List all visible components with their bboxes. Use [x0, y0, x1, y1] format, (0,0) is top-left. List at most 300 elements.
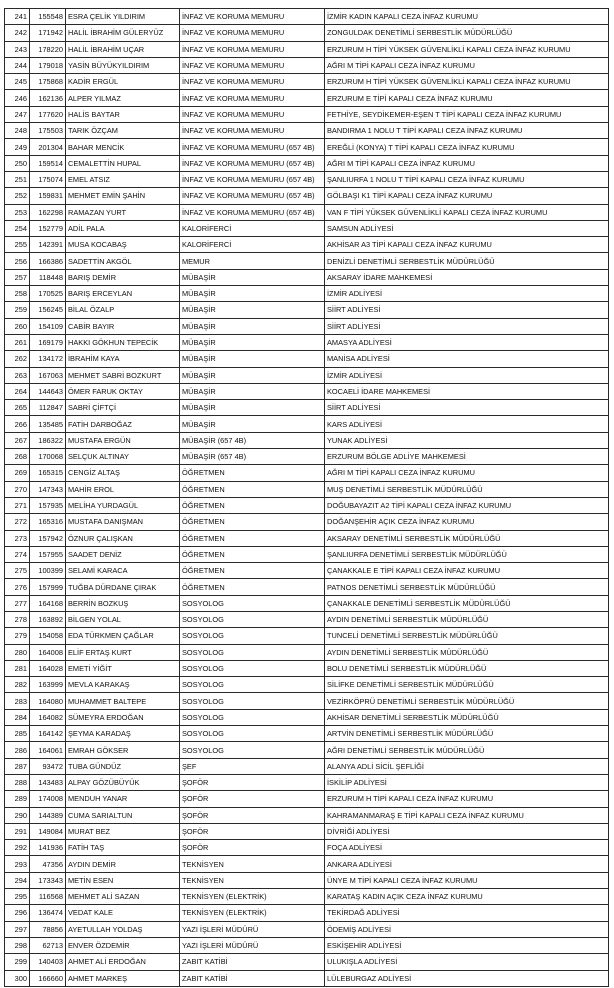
row-number: 298: [5, 937, 30, 953]
registry-number: 157942: [30, 530, 66, 546]
person-name: SÜMEYRA ERDOĞAN: [66, 709, 180, 725]
table-row: [5, 90, 609, 106]
person-name: TARIK ÖZÇAM: [66, 123, 180, 139]
row-number: 296: [5, 905, 30, 921]
row-number: 287: [5, 758, 30, 774]
table-row: [5, 791, 609, 807]
table-row: [5, 693, 609, 709]
job-title: MÜBAŞİR: [180, 367, 325, 383]
row-number: 252: [5, 188, 30, 204]
registry-number: 159831: [30, 188, 66, 204]
job-title: MÜBAŞİR: [180, 302, 325, 318]
table-row: [5, 188, 609, 204]
registry-number: 78856: [30, 921, 66, 937]
assigned-unit: ŞANLIURFA 1 NOLU T TİPİ KAPALI CEZA İNFAZ KURUMU: [325, 171, 609, 187]
person-name: MENDUH YANAR: [66, 791, 180, 807]
row-number: 251: [5, 171, 30, 187]
table-row: [5, 514, 609, 530]
registry-number: 159514: [30, 155, 66, 171]
person-name: HAKKI GÖKHUN TEPECİK: [66, 334, 180, 350]
person-name: BİLAL ÖZALP: [66, 302, 180, 318]
personnel-table-body: [5, 9, 609, 987]
table-row: [5, 106, 609, 122]
job-title: MÜBAŞİR: [180, 334, 325, 350]
registry-number: 100399: [30, 563, 66, 579]
row-number: 242: [5, 25, 30, 41]
personnel-table: [4, 8, 609, 987]
table-row: [5, 155, 609, 171]
row-number: 273: [5, 530, 30, 546]
person-name: EMETİ YİĞİT: [66, 660, 180, 676]
table-row: [5, 840, 609, 856]
assigned-unit: KARATAŞ KADIN AÇIK CEZA İNFAZ KURUMU: [325, 889, 609, 905]
row-number: 300: [5, 970, 30, 986]
registry-number: 165315: [30, 465, 66, 481]
person-name: ŞEYMA KARADAŞ: [66, 726, 180, 742]
row-number: 293: [5, 856, 30, 872]
person-name: MUSTAFA ERGÜN: [66, 432, 180, 448]
registry-number: 179018: [30, 57, 66, 73]
assigned-unit: KARS ADLİYESİ: [325, 416, 609, 432]
job-title: TEKNİSYEN: [180, 872, 325, 888]
person-name: ELİF ERTAŞ KURT: [66, 644, 180, 660]
assigned-unit: AYDIN DENETİMLİ SERBESTLİK MÜDÜRLÜĞÜ: [325, 611, 609, 627]
job-title: ÖĞRETMEN: [180, 465, 325, 481]
person-name: AHMET ALİ ERDOĞAN: [66, 954, 180, 970]
row-number: 255: [5, 237, 30, 253]
registry-number: 201304: [30, 139, 66, 155]
person-name: BERRİN BOZKUŞ: [66, 595, 180, 611]
person-name: FATİH DARBOĞAZ: [66, 416, 180, 432]
row-number: 272: [5, 514, 30, 530]
table-row: [5, 383, 609, 399]
assigned-unit: SİLİFKE DENETİMLİ SERBESTLİK MÜDÜRLÜĞÜ: [325, 677, 609, 693]
registry-number: 142391: [30, 237, 66, 253]
table-row: [5, 774, 609, 790]
assigned-unit: ERZURUM H TİPİ YÜKSEK GÜVENLİKLİ KAPALI CEZA İNFAZ KURUMU: [325, 74, 609, 90]
job-title: SOSYOLOG: [180, 628, 325, 644]
registry-number: 166660: [30, 970, 66, 986]
person-name: VEDAT KALE: [66, 905, 180, 921]
assigned-unit: ALANYA ADLİ SİCİL ŞEFLİĞİ: [325, 758, 609, 774]
job-title: ÖĞRETMEN: [180, 579, 325, 595]
registry-number: 135485: [30, 416, 66, 432]
row-number: 288: [5, 774, 30, 790]
table-row: [5, 367, 609, 383]
table-row: [5, 400, 609, 416]
table-row: [5, 611, 609, 627]
row-number: 263: [5, 367, 30, 383]
assigned-unit: FOÇA ADLİYESİ: [325, 840, 609, 856]
person-name: MUHAMMET BALTEPE: [66, 693, 180, 709]
registry-number: 47356: [30, 856, 66, 872]
registry-number: 164080: [30, 693, 66, 709]
table-row: [5, 171, 609, 187]
row-number: 285: [5, 726, 30, 742]
row-number: 279: [5, 628, 30, 644]
person-name: TUBA GÜNDÜZ: [66, 758, 180, 774]
person-name: EDA TÜRKMEN ÇAĞLAR: [66, 628, 180, 644]
job-title: YAZI İŞLERİ MÜDÜRÜ: [180, 921, 325, 937]
table-row: [5, 872, 609, 888]
assigned-unit: ARTVİN DENETİMLİ SERBESTLİK MÜDÜRLÜĞÜ: [325, 726, 609, 742]
assigned-unit: ERZURUM H TİPİ YÜKSEK GÜVENLİKLİ KAPALI CEZA İNFAZ KURUMU: [325, 41, 609, 57]
job-title: MEMUR: [180, 253, 325, 269]
row-number: 247: [5, 106, 30, 122]
assigned-unit: BANDIRMA 1 NOLU T TİPİ KAPALI CEZA İNFAZ KURUMU: [325, 123, 609, 139]
table-row: [5, 563, 609, 579]
job-title: TEKNİSYEN: [180, 856, 325, 872]
assigned-unit: ÜNYE M TİPİ KAPALI CEZA İNFAZ KURUMU: [325, 872, 609, 888]
person-name: MURAT BEZ: [66, 823, 180, 839]
person-name: HALİL İBRAHİM GÜLERYÜZ: [66, 25, 180, 41]
registry-number: 152779: [30, 220, 66, 236]
row-number: 256: [5, 253, 30, 269]
table-row: [5, 970, 609, 986]
row-number: 280: [5, 644, 30, 660]
person-name: CABİR BAYIR: [66, 318, 180, 334]
job-title: MÜBAŞİR: [180, 383, 325, 399]
person-name: BARIŞ ERCEYLAN: [66, 286, 180, 302]
row-number: 286: [5, 742, 30, 758]
row-number: 270: [5, 481, 30, 497]
table-row: [5, 807, 609, 823]
row-number: 250: [5, 155, 30, 171]
job-title: İNFAZ VE KORUMA MEMURU: [180, 123, 325, 139]
row-number: 274: [5, 546, 30, 562]
table-row: [5, 139, 609, 155]
table-row: [5, 546, 609, 562]
row-number: 253: [5, 204, 30, 220]
table-row: [5, 465, 609, 481]
assigned-unit: ANKARA ADLİYESİ: [325, 856, 609, 872]
row-number: 262: [5, 351, 30, 367]
table-row: [5, 204, 609, 220]
table-row: [5, 253, 609, 269]
registry-number: 163999: [30, 677, 66, 693]
assigned-unit: ÇANAKKALE E TİPİ KAPALI CEZA İNFAZ KURUMU: [325, 563, 609, 579]
person-name: ALPER YILMAZ: [66, 90, 180, 106]
assigned-unit: AĞRI DENETİMLİ SERBESTLİK MÜDÜRLÜĞÜ: [325, 742, 609, 758]
registry-number: 178220: [30, 41, 66, 57]
table-row: [5, 628, 609, 644]
registry-number: 144389: [30, 807, 66, 823]
assigned-unit: İZMİR ADLİYESİ: [325, 286, 609, 302]
table-row: [5, 481, 609, 497]
row-number: 259: [5, 302, 30, 318]
job-title: MÜBAŞİR: [180, 286, 325, 302]
registry-number: 166386: [30, 253, 66, 269]
row-number: 267: [5, 432, 30, 448]
table-row: [5, 497, 609, 513]
assigned-unit: ÇANAKKALE DENETİMLİ SERBESTLİK MÜDÜRLÜĞÜ: [325, 595, 609, 611]
job-title: MÜBAŞİR: [180, 269, 325, 285]
registry-number: 164168: [30, 595, 66, 611]
row-number: 260: [5, 318, 30, 334]
table-row: [5, 416, 609, 432]
job-title: YAZI İŞLERİ MÜDÜRÜ: [180, 937, 325, 953]
assigned-unit: FETHİYE, SEYDİKEMER-EŞEN T TİPİ KAPALI CEZA İNFAZ KURUMU: [325, 106, 609, 122]
table-row: [5, 57, 609, 73]
registry-number: 141936: [30, 840, 66, 856]
row-number: 249: [5, 139, 30, 155]
person-name: ENVER ÖZDEMİR: [66, 937, 180, 953]
row-number: 243: [5, 41, 30, 57]
registry-number: 154109: [30, 318, 66, 334]
table-row: [5, 25, 609, 41]
row-number: 275: [5, 563, 30, 579]
job-title: SOSYOLOG: [180, 709, 325, 725]
person-name: KADİR ERGÜL: [66, 74, 180, 90]
row-number: 289: [5, 791, 30, 807]
table-row: [5, 286, 609, 302]
table-row: [5, 823, 609, 839]
assigned-unit: ESKİŞEHİR ADLİYESİ: [325, 937, 609, 953]
table-row: [5, 334, 609, 350]
row-number: 258: [5, 286, 30, 302]
registry-number: 136474: [30, 905, 66, 921]
registry-number: 154058: [30, 628, 66, 644]
row-number: 282: [5, 677, 30, 693]
registry-number: 116568: [30, 889, 66, 905]
row-number: 276: [5, 579, 30, 595]
job-title: MÜBAŞİR (657 4B): [180, 449, 325, 465]
table-row: [5, 269, 609, 285]
job-title: SOSYOLOG: [180, 611, 325, 627]
job-title: SOSYOLOG: [180, 595, 325, 611]
assigned-unit: AĞRI M TİPİ KAPALI CEZA İNFAZ KURUMU: [325, 57, 609, 73]
job-title: ÖĞRETMEN: [180, 481, 325, 497]
table-row: [5, 954, 609, 970]
registry-number: 62713: [30, 937, 66, 953]
person-name: MEVLA KARAKAŞ: [66, 677, 180, 693]
table-row: [5, 351, 609, 367]
registry-number: 175074: [30, 171, 66, 187]
person-name: SELÇUK ALTINAY: [66, 449, 180, 465]
table-row: [5, 9, 609, 25]
row-number: 248: [5, 123, 30, 139]
registry-number: 143483: [30, 774, 66, 790]
table-row: [5, 889, 609, 905]
person-name: ESRA ÇELİK YILDIRIM: [66, 9, 180, 25]
person-name: FATİH TAŞ: [66, 840, 180, 856]
registry-number: 93472: [30, 758, 66, 774]
registry-number: 118448: [30, 269, 66, 285]
assigned-unit: ŞANLIURFA DENETİMLİ SERBESTLİK MÜDÜRLÜĞÜ: [325, 546, 609, 562]
row-number: 292: [5, 840, 30, 856]
assigned-unit: DOĞANŞEHİR AÇIK CEZA İNFAZ KURUMU: [325, 514, 609, 530]
person-name: BARIŞ DEMİR: [66, 269, 180, 285]
registry-number: 144643: [30, 383, 66, 399]
person-name: EMRAH GÖKSER: [66, 742, 180, 758]
registry-number: 177620: [30, 106, 66, 122]
job-title: MÜBAŞİR (657 4B): [180, 432, 325, 448]
assigned-unit: SİİRT ADLİYESİ: [325, 302, 609, 318]
assigned-unit: EREĞLİ (KONYA) T TİPİ KAPALI CEZA İNFAZ KURUMU: [325, 139, 609, 155]
assigned-unit: TEKİRDAĞ ADLİYESİ: [325, 905, 609, 921]
assigned-unit: PATNOS DENETİMLİ SERBESTLİK MÜDÜRLÜĞÜ: [325, 579, 609, 595]
table-row: [5, 530, 609, 546]
table-row: [5, 41, 609, 57]
row-number: 299: [5, 954, 30, 970]
registry-number: 174008: [30, 791, 66, 807]
table-row: [5, 726, 609, 742]
assigned-unit: ERZURUM H TİPİ KAPALI CEZA İNFAZ KURUMU: [325, 791, 609, 807]
registry-number: 167063: [30, 367, 66, 383]
registry-number: 170525: [30, 286, 66, 302]
job-title: KALORİFERCİ: [180, 220, 325, 236]
row-number: 290: [5, 807, 30, 823]
table-row: [5, 644, 609, 660]
job-title: İNFAZ VE KORUMA MEMURU (657 4B): [180, 188, 325, 204]
row-number: 261: [5, 334, 30, 350]
person-name: AHMET MARKEŞ: [66, 970, 180, 986]
registry-number: 162136: [30, 90, 66, 106]
job-title: SOSYOLOG: [180, 726, 325, 742]
row-number: 264: [5, 383, 30, 399]
assigned-unit: ERZURUM BÖLGE ADLİYE MAHKEMESİ: [325, 449, 609, 465]
person-name: MUSA KOCABAŞ: [66, 237, 180, 253]
job-title: ŞOFÖR: [180, 840, 325, 856]
row-number: 277: [5, 595, 30, 611]
assigned-unit: SAMSUN ADLİYESİ: [325, 220, 609, 236]
person-name: MELİHA YURDAGÜL: [66, 497, 180, 513]
job-title: ÖĞRETMEN: [180, 514, 325, 530]
assigned-unit: KOCAELİ İDARE MAHKEMESİ: [325, 383, 609, 399]
job-title: MÜBAŞİR: [180, 318, 325, 334]
row-number: 254: [5, 220, 30, 236]
row-number: 284: [5, 709, 30, 725]
assigned-unit: DİVRİĞİ ADLİYESİ: [325, 823, 609, 839]
assigned-unit: BOLU DENETİMLİ SERBESTLİK MÜDÜRLÜĞÜ: [325, 660, 609, 676]
row-number: 269: [5, 465, 30, 481]
row-number: 295: [5, 889, 30, 905]
row-number: 246: [5, 90, 30, 106]
assigned-unit: ÖDEMİŞ ADLİYESİ: [325, 921, 609, 937]
row-number: 265: [5, 400, 30, 416]
assigned-unit: AMASYA ADLİYESİ: [325, 334, 609, 350]
assigned-unit: VEZİRKÖPRÜ DENETİMLİ SERBESTLİK MÜDÜRLÜĞÜ: [325, 693, 609, 709]
person-name: MAHİR EROL: [66, 481, 180, 497]
job-title: İNFAZ VE KORUMA MEMURU: [180, 57, 325, 73]
registry-number: 164142: [30, 726, 66, 742]
table-row: [5, 237, 609, 253]
table-row: [5, 302, 609, 318]
registry-number: 157999: [30, 579, 66, 595]
row-number: 283: [5, 693, 30, 709]
person-name: ADİL PALA: [66, 220, 180, 236]
person-name: RAMAZAN YURT: [66, 204, 180, 220]
job-title: İNFAZ VE KORUMA MEMURU (657 4B): [180, 171, 325, 187]
registry-number: 157935: [30, 497, 66, 513]
table-row: [5, 856, 609, 872]
job-title: ŞOFÖR: [180, 791, 325, 807]
assigned-unit: AĞRI M TİPİ KAPALI CEZA İNFAZ KURUMU: [325, 155, 609, 171]
registry-number: 164008: [30, 644, 66, 660]
registry-number: 175503: [30, 123, 66, 139]
row-number: 241: [5, 9, 30, 25]
person-name: MUSTAFA DANIŞMAN: [66, 514, 180, 530]
job-title: ZABIT KATİBİ: [180, 954, 325, 970]
registry-number: 163892: [30, 611, 66, 627]
person-name: METİN ESEN: [66, 872, 180, 888]
person-name: SAADET DENİZ: [66, 546, 180, 562]
table-row: [5, 449, 609, 465]
assigned-unit: SİİRT ADLİYESİ: [325, 400, 609, 416]
table-row: [5, 432, 609, 448]
job-title: İNFAZ VE KORUMA MEMURU: [180, 90, 325, 106]
row-number: 271: [5, 497, 30, 513]
person-name: BAHAR MENCİK: [66, 139, 180, 155]
job-title: ŞOFÖR: [180, 823, 325, 839]
job-title: İNFAZ VE KORUMA MEMURU: [180, 41, 325, 57]
assigned-unit: İSKİLİP ADLİYESİ: [325, 774, 609, 790]
row-number: 281: [5, 660, 30, 676]
person-name: MEHMET ALİ SAZAN: [66, 889, 180, 905]
registry-number: 169179: [30, 334, 66, 350]
registry-number: 112847: [30, 400, 66, 416]
registry-number: 156245: [30, 302, 66, 318]
table-row: [5, 220, 609, 236]
registry-number: 186322: [30, 432, 66, 448]
registry-number: 164028: [30, 660, 66, 676]
registry-number: 164061: [30, 742, 66, 758]
assigned-unit: AKSARAY İDARE MAHKEMESİ: [325, 269, 609, 285]
assigned-unit: LÜLEBURGAZ ADLİYESİ: [325, 970, 609, 986]
table-row: [5, 921, 609, 937]
person-name: CUMA SARIALTUN: [66, 807, 180, 823]
job-title: İNFAZ VE KORUMA MEMURU: [180, 74, 325, 90]
job-title: İNFAZ VE KORUMA MEMURU: [180, 9, 325, 25]
assigned-unit: MANİSA ADLİYESİ: [325, 351, 609, 367]
person-name: ÖMER FARUK OKTAY: [66, 383, 180, 399]
assigned-unit: AKHİSAR A3 TİPİ KAPALI CEZA İNFAZ KURUMU: [325, 237, 609, 253]
job-title: MÜBAŞİR: [180, 400, 325, 416]
person-name: HALİL İBRAHİM UÇAR: [66, 41, 180, 57]
person-name: AYETULLAH YOLDAŞ: [66, 921, 180, 937]
person-name: İBRAHİM KAYA: [66, 351, 180, 367]
registry-number: 171942: [30, 25, 66, 41]
table-row: [5, 758, 609, 774]
assigned-unit: MUŞ DENETİMLİ SERBESTLİK MÜDÜRLÜĞÜ: [325, 481, 609, 497]
job-title: MÜBAŞİR: [180, 416, 325, 432]
person-name: TUĞBA DÜRDANE ÇIRAK: [66, 579, 180, 595]
registry-number: 164082: [30, 709, 66, 725]
row-number: 245: [5, 74, 30, 90]
registry-number: 149084: [30, 823, 66, 839]
person-name: SELAMİ KARACA: [66, 563, 180, 579]
job-title: İNFAZ VE KORUMA MEMURU: [180, 25, 325, 41]
person-name: EMEL ATSIZ: [66, 171, 180, 187]
job-title: SOSYOLOG: [180, 660, 325, 676]
person-name: BİLGEN YOLAL: [66, 611, 180, 627]
assigned-unit: AYDIN DENETİMLİ SERBESTLİK MÜDÜRLÜĞÜ: [325, 644, 609, 660]
job-title: İNFAZ VE KORUMA MEMURU: [180, 106, 325, 122]
job-title: ÖĞRETMEN: [180, 530, 325, 546]
assigned-unit: ZONGULDAK DENETİMLİ SERBESTLİK MÜDÜRLÜĞÜ: [325, 25, 609, 41]
table-row: [5, 123, 609, 139]
assigned-unit: ULUKIŞLA ADLİYESİ: [325, 954, 609, 970]
person-name: CENGİZ ALTAŞ: [66, 465, 180, 481]
row-number: 294: [5, 872, 30, 888]
job-title: ŞOFÖR: [180, 807, 325, 823]
person-name: MEHMET SABRİ BOZKURT: [66, 367, 180, 383]
job-title: SOSYOLOG: [180, 644, 325, 660]
row-number: 268: [5, 449, 30, 465]
person-name: CEMALETTİN HUPAL: [66, 155, 180, 171]
assigned-unit: GÖLBAŞI K1 TİPİ KAPALI CEZA İNFAZ KURUMU: [325, 188, 609, 204]
assigned-unit: SİİRT ADLİYESİ: [325, 318, 609, 334]
